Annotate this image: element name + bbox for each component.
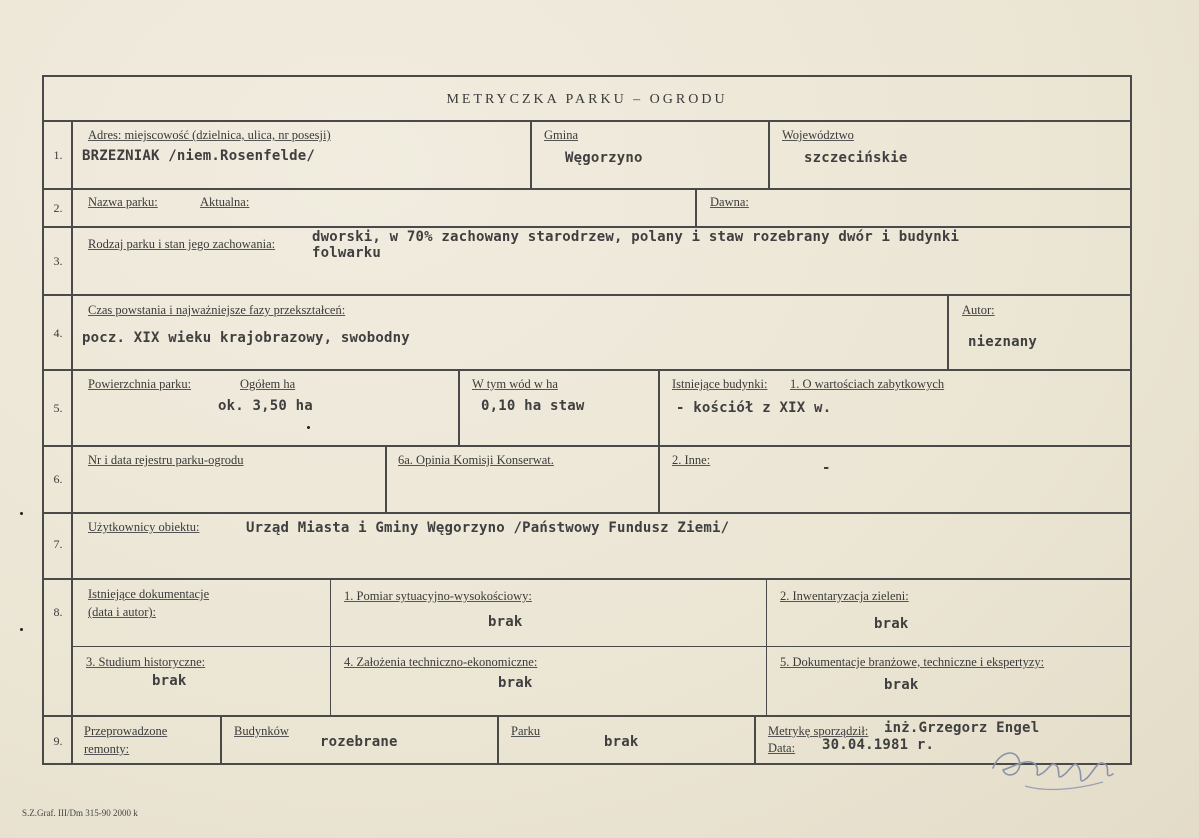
history-label: Czas powstania i najważniejsze fazy przekształceń: [88, 303, 346, 317]
survey-value: brak [488, 614, 523, 630]
cell-divider [695, 188, 697, 226]
cell-divider [754, 715, 756, 765]
row-divider [42, 294, 1132, 296]
row-number: 6. [53, 472, 63, 486]
cell-divider [220, 715, 222, 765]
address-label: Adres: miejscowość (dzielnica, ulica, nr posesji) [88, 128, 331, 142]
register-label: Nr i data rejestru parku-ogrodu [88, 453, 244, 467]
signature [985, 730, 1130, 800]
park-type-value: dworski, w 70% zachowany starodrzew, polany i staw rozebrany dwór i budynki [312, 229, 960, 245]
former-name-label: Dawna: [710, 195, 749, 209]
other-label: 2. Inne: [672, 453, 711, 467]
cell-divider [766, 578, 767, 715]
paper-speck [307, 426, 310, 429]
renovations-label-cont: remonty: [84, 742, 130, 756]
row-divider [42, 445, 1132, 447]
row-number: 2. [53, 201, 63, 215]
row-divider [42, 226, 1132, 228]
commission-opinion-label: 6a. Opinia Komisji Konserwat. [398, 453, 554, 467]
water-area-value: 0,10 ha staw [481, 398, 585, 414]
row-number: 4. [53, 326, 63, 340]
paper-speck [20, 628, 23, 631]
row-divider [42, 369, 1132, 371]
history-value: pocz. XIX wieku krajobrazowy, swobodny [82, 330, 410, 346]
park-renovation-label: Parku [511, 724, 541, 738]
gmina-value: Węgorzyno [565, 150, 643, 166]
row-number: 5. [53, 401, 63, 415]
row-divider [42, 578, 1132, 580]
cell-divider [530, 120, 532, 188]
greenery-inventory-value: brak [874, 616, 909, 632]
date-label: Data: [768, 741, 796, 755]
cell-divider [497, 715, 499, 765]
survey-label: 1. Pomiar sytuacyjno-wysokościowy: [344, 589, 532, 603]
documentation-label: Istniejące dokumentacje [88, 587, 210, 601]
documentation-label-cont: (data i autor): [88, 605, 157, 619]
area-label: Powierzchnia parku: [88, 377, 192, 391]
buildings-label: Istniejące budynki: [672, 377, 768, 391]
cell-divider [385, 445, 387, 512]
renovations-label: Przeprowadzone [84, 724, 168, 738]
current-name-label: Aktualna: [200, 195, 250, 209]
row-number: 8. [53, 605, 63, 619]
historical-study-label: 3. Studium historyczne: [86, 655, 206, 669]
wojewodztwo-label: Województwo [782, 128, 854, 142]
users-label: Użytkownicy obiektu: [88, 520, 200, 534]
cell-divider [330, 578, 331, 715]
total-area-label: Ogółem ha [240, 377, 296, 391]
park-type-label: Rodzaj parku i stan jego zachowania: [88, 237, 276, 251]
row-divider [42, 512, 1132, 514]
form-title: METRYCZKA PARKU – OGRODU [446, 92, 728, 107]
users-value: Urząd Miasta i Gminy Węgorzyno /Państwowy Fundusz Ziemi/ [246, 520, 730, 536]
greenery-inventory-label: 2. Inwentaryzacja zieleni: [780, 589, 909, 603]
author-value: nieznany [968, 334, 1038, 350]
row-divider [42, 715, 1132, 717]
row-divider [42, 120, 1132, 122]
park-name-label: Nazwa parku: [88, 195, 158, 209]
techno-economic-label: 4. Założenia techniczno-ekonomiczne: [344, 655, 538, 669]
number-column-divider [71, 120, 73, 765]
historical-study-value: brak [152, 673, 187, 689]
cell-divider [768, 120, 770, 188]
gmina-label: Gmina [544, 128, 579, 142]
park-renovation-value: brak [604, 734, 639, 750]
row-divider [72, 646, 1132, 647]
branch-docs-value: brak [884, 677, 919, 693]
paper-speck [20, 512, 23, 515]
water-area-label: W tym wód w ha [472, 377, 558, 391]
row-number: 3. [53, 254, 63, 268]
prepared-by-value: inż.Grzegorz Engel [884, 720, 1040, 736]
prepared-by-label: Metrykę sporządził: [768, 724, 869, 738]
date-value: 30.04.1981 r. [822, 737, 935, 753]
branch-docs-label: 5. Dokumentacje branżowe, techniczne i ekspertyzy: [780, 655, 1045, 669]
row-divider [42, 188, 1132, 190]
wojewodztwo-value: szczecińskie [804, 150, 908, 166]
total-area-value: ok. 3,50 ha [218, 398, 313, 414]
print-footer: S.Z.Graf. III/Dm 315-90 2000 k [22, 808, 138, 818]
buildings-renovation-value: rozebrane [320, 734, 398, 750]
row-number: 7. [53, 537, 63, 551]
address-value: BRZEZNIAK /niem.Rosenfelde/ [82, 148, 315, 164]
park-type-value-cont: folwarku [312, 245, 382, 261]
historic-buildings-value: - kościół z XIX w. [676, 400, 832, 416]
buildings-renovation-label: Budynków [234, 724, 289, 738]
other-value: - [822, 460, 831, 476]
historic-buildings-label: 1. O wartościach zabytkowych [790, 377, 945, 391]
cell-divider [658, 369, 660, 445]
cell-divider [947, 294, 949, 369]
techno-economic-value: brak [498, 675, 533, 691]
cell-divider [658, 445, 660, 512]
row-number: 1. [53, 148, 63, 162]
row-number: 9. [53, 734, 63, 748]
author-label: Autor: [962, 303, 995, 317]
cell-divider [458, 369, 460, 445]
